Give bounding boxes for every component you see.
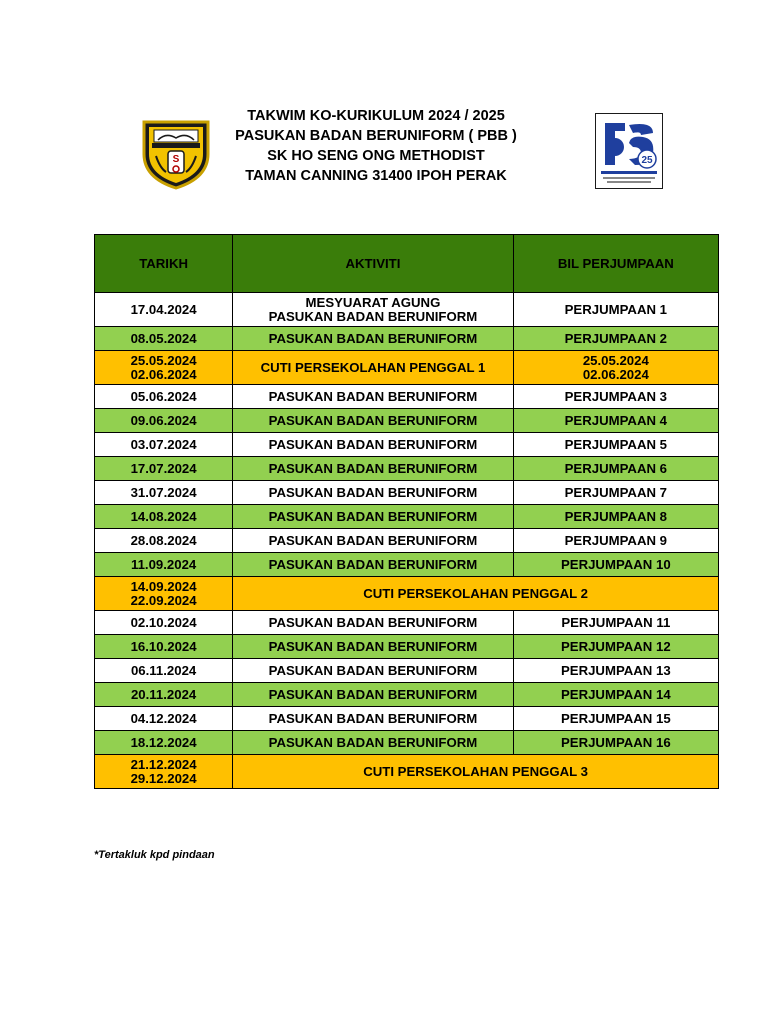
date-cell [95,683,233,707]
header-date: TARIKH [95,235,233,293]
date-cell-line: 09.06.2024 [130,412,197,428]
meeting-cell [513,385,718,409]
activity-cell [233,529,513,553]
table-row [95,553,719,577]
meeting-cell-line: PERJUMPAAN 8 [564,508,667,524]
holiday-cell: CUTI PERSEKOLAHAN PENGGAL 3 [233,755,719,789]
svg-text:25: 25 [641,155,653,166]
date-cell [95,327,233,351]
meeting-cell-line: PERJUMPAAN 3 [564,388,667,404]
activity-cell-line: PASUKAN BADAN BERUNIFORM [268,484,478,500]
activity-cell [233,635,513,659]
activity-cell-line: PASUKAN BADAN BERUNIFORM [268,308,478,324]
activity-cell [233,707,513,731]
meeting-cell [513,731,718,755]
activity-cell-line: PASUKAN BADAN BERUNIFORM [268,330,478,346]
date-cell [95,529,233,553]
activity-cell-line: PASUKAN BADAN BERUNIFORM [268,614,478,630]
activity-cell-line: PASUKAN BADAN BERUNIFORM [268,460,478,476]
table-row [95,529,719,553]
date-cell-line: 03.07.2024 [130,436,197,452]
meeting-cell-line: PERJUMPAAN 2 [564,330,667,346]
meeting-cell-line: PERJUMPAAN 4 [564,412,667,428]
date-cell [95,481,233,505]
activity-cell-line: PASUKAN BADAN BERUNIFORM [268,734,478,750]
meeting-cell-line: PERJUMPAAN 10 [560,556,671,572]
date-cell-line: 17.04.2024 [130,301,197,317]
date-cell-line: 04.12.2024 [130,710,197,726]
table-row [95,457,719,481]
meeting-cell-line: PERJUMPAAN 5 [564,436,667,452]
svg-text:S: S [172,154,180,165]
date-cell-line: 08.05.2024 [130,330,197,346]
header-unit: PASUKAN BADAN BERUNIFORM ( PBB ) [235,128,517,144]
table-row [95,755,719,789]
date-cell [95,707,233,731]
activity-cell-line: PASUKAN BADAN BERUNIFORM [268,436,478,452]
table-row [95,293,719,327]
meeting-cell [513,293,718,327]
table-body [95,293,719,789]
date-cell-line: 31.07.2024 [130,484,197,500]
date-cell [95,755,233,789]
meeting-cell [513,635,718,659]
activity-cell-line: PASUKAN BADAN BERUNIFORM [268,710,478,726]
table-row [95,577,719,611]
meeting-cell-line: PERJUMPAAN 12 [560,638,671,654]
date-cell [95,409,233,433]
activity-cell [233,659,513,683]
date-cell [95,385,233,409]
date-cell-line: 16.10.2024 [130,638,197,654]
table-row [95,351,719,385]
table-row [95,611,719,635]
header-activity: AKTIVITI [233,235,513,293]
date-cell [95,635,233,659]
activity-cell-line: PASUKAN BADAN BERUNIFORM [268,412,478,428]
activity-cell-line: PASUKAN BADAN BERUNIFORM [268,388,478,404]
activity-cell [233,327,513,351]
activity-calendar-table [94,234,719,789]
meeting-cell [513,553,718,577]
date-cell [95,293,233,327]
activity-cell [233,611,513,635]
header-meeting: BIL PERJUMPAAN [513,235,718,293]
meeting-cell [513,409,718,433]
activity-cell-line: PASUKAN BADAN BERUNIFORM [268,508,478,524]
activity-cell-line: CUTI PERSEKOLAHAN PENGGAL 1 [260,359,486,375]
table-row [95,707,719,731]
table-row [95,385,719,409]
date-cell [95,659,233,683]
date-cell-line: 02.10.2024 [130,614,197,630]
date-cell-line: 22.09.2024 [130,592,197,608]
meeting-cell-line: PERJUMPAAN 14 [560,686,671,702]
footnote: *Tertakluk kpd pindaan [94,849,215,861]
meeting-cell [513,481,718,505]
meeting-cell-line: PERJUMPAAN 16 [560,734,671,750]
activity-cell [233,553,513,577]
activity-cell-line: PASUKAN BADAN BERUNIFORM [268,556,478,572]
meeting-cell [513,707,718,731]
activity-cell [233,457,513,481]
table-row [95,409,719,433]
table-row [95,505,719,529]
activity-cell [233,293,513,327]
date-cell-line: 25.05.2024 [130,352,197,368]
date-cell-line: 28.08.2024 [130,532,197,548]
activity-cell [233,409,513,433]
date-cell [95,505,233,529]
activity-cell [233,481,513,505]
date-cell-line: 14.09.2024 [130,578,197,594]
table-header-row [95,235,719,293]
activity-cell-line: PASUKAN BADAN BERUNIFORM [268,638,478,654]
date-cell-line: 21.12.2024 [130,756,197,772]
date-cell [95,731,233,755]
meeting-cell-line: 25.05.2024 [582,352,649,368]
kokurikulum-logo-icon [595,113,663,189]
date-cell-line: 14.08.2024 [130,508,197,524]
date-cell [95,611,233,635]
meeting-cell-line: PERJUMPAAN 1 [564,301,667,317]
activity-cell-line: PASUKAN BADAN BERUNIFORM [268,686,478,702]
activity-cell-line: PASUKAN BADAN BERUNIFORM [268,532,478,548]
table-row [95,731,719,755]
activity-cell [233,385,513,409]
activity-cell-line: MESYUARAT AGUNG [305,294,441,310]
meeting-cell [513,327,718,351]
meeting-cell-line: PERJUMPAAN 9 [564,532,667,548]
meeting-cell-line: PERJUMPAAN 7 [564,484,667,500]
header-address: TAMAN CANNING 31400 IPOH PERAK [245,168,507,184]
date-cell [95,553,233,577]
date-cell-line: 06.11.2024 [130,662,197,678]
activity-cell-line: PASUKAN BADAN BERUNIFORM [268,662,478,678]
table-row [95,659,719,683]
meeting-cell [513,683,718,707]
header-school: SK HO SENG ONG METHODIST [267,148,485,164]
meeting-cell [513,611,718,635]
meeting-cell-line: PERJUMPAAN 15 [560,710,671,726]
header-title: TAKWIM KO-KURIKULUM 2024 / 2025 [247,108,505,124]
table-row [95,433,719,457]
meeting-cell [513,505,718,529]
meeting-cell [513,351,718,385]
date-cell-line: 11.09.2024 [130,556,197,572]
date-cell [95,577,233,611]
meeting-cell [513,659,718,683]
date-cell [95,457,233,481]
activity-cell [233,351,513,385]
activity-cell [233,683,513,707]
meeting-cell-line: PERJUMPAAN 6 [564,460,667,476]
meeting-cell [513,457,718,481]
date-cell-line: 20.11.2024 [130,686,197,702]
table-row [95,481,719,505]
table-row [95,635,719,659]
date-cell-line: 18.12.2024 [130,734,197,750]
holiday-cell: CUTI PERSEKOLAHAN PENGGAL 2 [233,577,719,611]
meeting-cell-line: PERJUMPAAN 13 [560,662,671,678]
date-cell-line: 05.06.2024 [130,388,197,404]
activity-cell [233,505,513,529]
meeting-cell [513,529,718,553]
table-row [95,683,719,707]
table-row [95,327,719,351]
date-cell-line: 29.12.2024 [130,770,197,786]
date-cell [95,433,233,457]
meeting-cell-line: 02.06.2024 [582,366,649,382]
date-cell-line: 17.07.2024 [130,460,197,476]
meeting-cell-line: PERJUMPAAN 11 [561,614,671,630]
date-cell-line: 02.06.2024 [130,366,197,382]
activity-cell [233,433,513,457]
date-cell [95,351,233,385]
meeting-cell [513,433,718,457]
activity-cell [233,731,513,755]
